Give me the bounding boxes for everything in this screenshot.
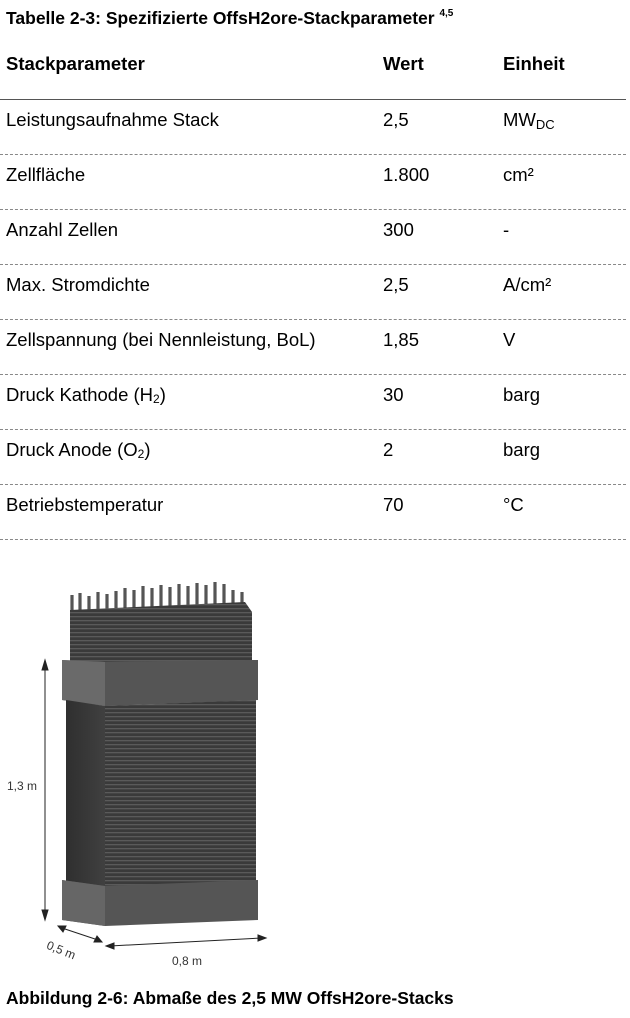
table-title [6,8,453,29]
table-row [0,375,626,430]
value-cell: 2 [383,439,394,460]
unit-cell: - [503,219,510,240]
param-text-end: ) [144,439,151,460]
param-cell [6,430,150,474]
depth-label: 0,5 m [44,938,78,963]
unit-cell: cm² [503,164,534,185]
height-dimension-arrow [42,660,48,920]
depth-dimension-arrow [58,926,102,942]
stack-side-face [66,700,105,888]
stack-parameter-table [0,46,626,540]
table-row [0,430,626,485]
param-cell: Zellspannung (bei Nennleistung, BoL) [6,329,316,350]
param-cell: Anzahl Zellen [6,219,119,240]
height-label: 1,3 m [7,779,38,793]
param-text: Druck Anode (O [6,439,138,460]
table-header-row [0,46,626,100]
unit-main: MW [503,109,536,130]
param-subscript: 2 [137,447,145,461]
table-title-text: Tabelle 2-3: Spezifizierte OffsH2ore-Stackparameter [6,8,435,28]
unit-cell: °C [503,494,524,515]
table-row [0,155,626,210]
table-title-footnote: 4,5 [439,8,454,19]
unit-cell [503,100,555,145]
header-stackparameter: Stackparameter [6,53,145,74]
header-wert: Wert [383,53,424,74]
value-cell: 2,5 [383,109,409,130]
table-row [0,485,626,540]
value-cell: 300 [383,219,414,240]
param-subscript: 2 [153,392,160,406]
param-cell [6,375,166,419]
value-cell: 1.800 [383,164,430,185]
unit-cell: barg [503,384,541,405]
param-cell: Leistungsaufnahme Stack [6,109,219,130]
value-cell: 30 [383,384,404,405]
stack-front-face [105,700,256,888]
upper-cell-stack [70,602,252,664]
value-cell: 1,85 [383,329,420,350]
table-row [0,100,626,155]
param-cell: Zellfläche [6,164,86,185]
stack-dimension-figure [0,560,330,980]
param-cell: Betriebstemperatur [6,494,164,515]
table-row [0,210,626,265]
width-dimension-arrow [106,935,266,949]
param-text-end: ) [159,384,166,405]
width-label: 0,8 m [172,954,203,968]
unit-cell: barg [503,439,541,460]
figure-caption: Abbildung 2-6: Abmaße des 2,5 MW OffsH2ore-Stacks [6,988,454,1008]
header-einheit: Einheit [503,53,565,74]
value-cell: 2,5 [383,274,409,295]
param-cell: Max. Stromdichte [6,274,150,295]
unit-cell: A/cm² [503,274,552,295]
table-row [0,320,626,375]
table-row [0,265,626,320]
unit-subscript: DC [535,117,555,132]
value-cell: 70 [383,494,404,515]
unit-cell: V [503,329,516,350]
param-text: Druck Kathode (H [6,384,154,405]
